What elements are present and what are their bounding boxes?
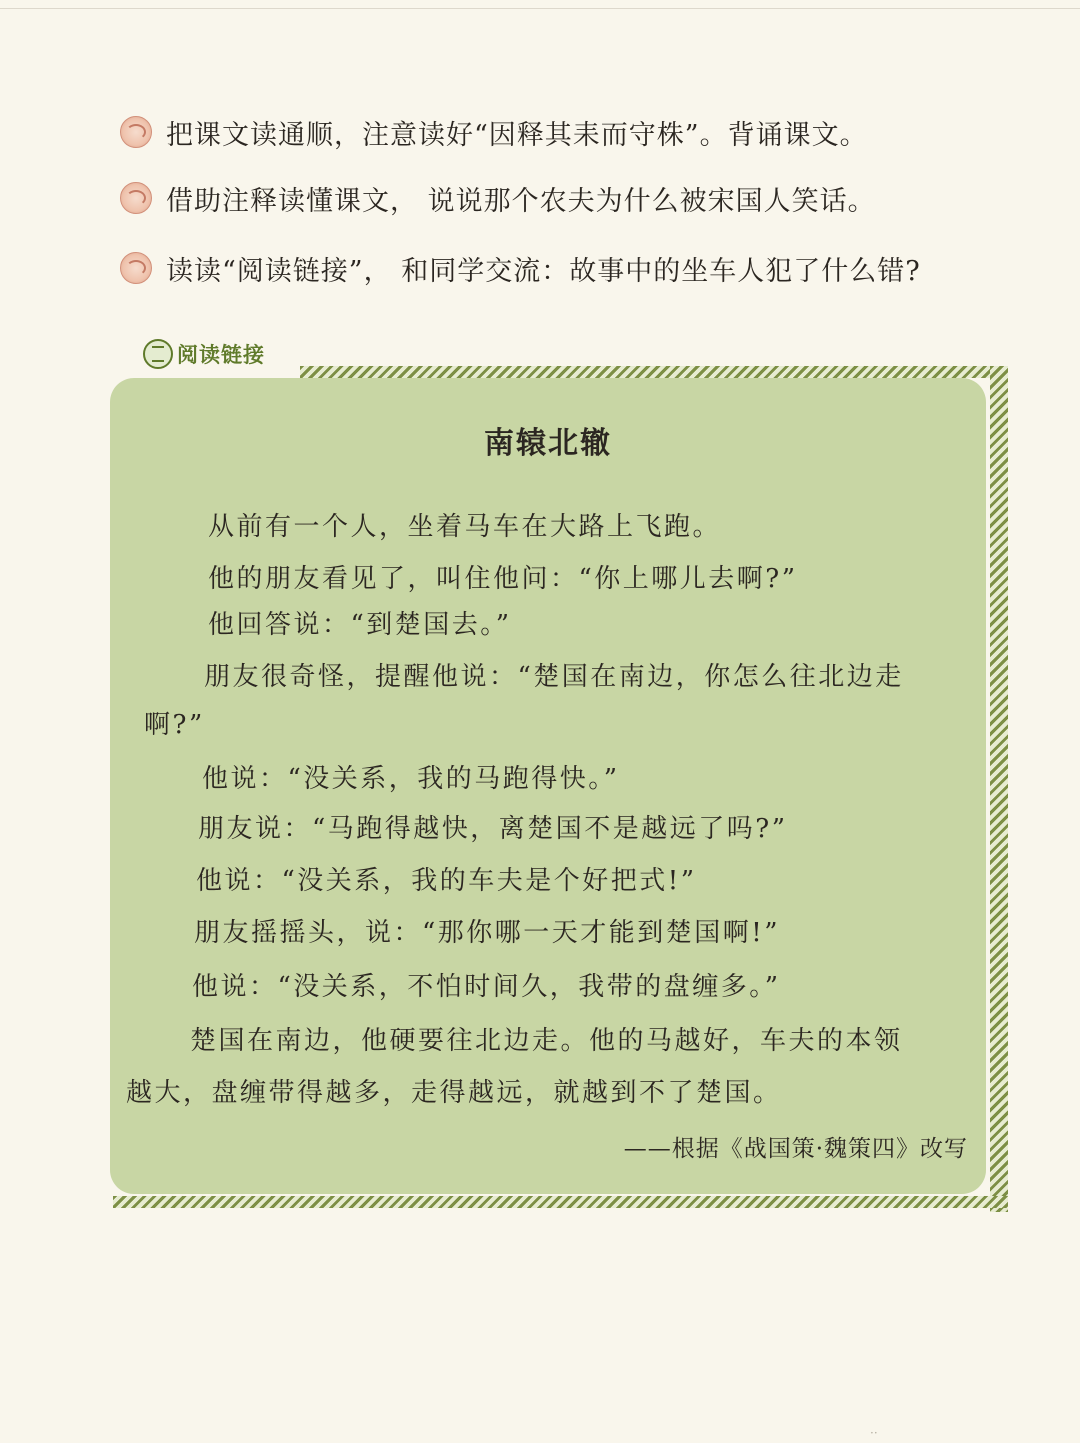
decorative-stripe-top xyxy=(300,366,1008,378)
page-footer-mark: ·· xyxy=(870,1426,878,1440)
exercise-3 xyxy=(120,248,921,288)
reading-link-label: 阅读链接 xyxy=(177,343,265,367)
story-line: 朋友很奇怪，提醒他说：“楚国在南边，你怎么往北边走 xyxy=(204,662,904,692)
story-attribution: ——根据《战国策·魏策四》改写 xyxy=(623,1136,968,1162)
story-line: 他的朋友看见了，叫住他问：“你上哪儿去啊?” xyxy=(208,564,798,594)
exercise-icon xyxy=(120,116,152,148)
story-line: 他说：“没关系，不怕时间久，我带的盘缠多。” xyxy=(192,972,781,1002)
reading-link-box xyxy=(110,378,986,1194)
story-line: 从前有一个人，坐着马车在大路上飞跑。 xyxy=(208,512,722,542)
story-line: 他说：“没关系，我的车夫是个好把式!” xyxy=(196,866,697,896)
story-line: 越大，盘缠带得越多，走得越远，就越到不了楚国。 xyxy=(126,1078,782,1108)
exercise-icon xyxy=(120,252,152,284)
exercise-text: 读读“阅读链接”， 和同学交流：故事中的坐车人犯了什么错? xyxy=(166,255,921,287)
story-line: 朋友说：“马跑得越快，离楚国不是越远了吗?” xyxy=(198,814,788,844)
exercise-2 xyxy=(120,178,876,218)
story-title: 南辕北辙 xyxy=(484,426,612,461)
exercise-1 xyxy=(120,112,868,152)
story-line: 朋友摇摇头，说：“那你哪一天才能到楚国啊!” xyxy=(194,918,781,948)
decorative-stripe-bottom xyxy=(113,1196,1008,1208)
story-line: 楚国在南边，他硬要往北边走。他的马越好，车夫的本领 xyxy=(190,1026,903,1056)
book-icon xyxy=(143,339,173,369)
page-edge xyxy=(0,8,1080,9)
reading-link-header xyxy=(143,336,265,372)
exercise-text: 借助注释读懂课文， 说说那个农夫为什么被宋国人笑话。 xyxy=(166,185,876,217)
decorative-stripe-right xyxy=(990,366,1008,1212)
story-line: 他说：“没关系，我的马跑得快。” xyxy=(202,764,620,794)
story-line: 啊?” xyxy=(144,710,205,740)
exercise-text: 把课文读通顺，注意读好“因释其耒而守株”。背诵课文。 xyxy=(166,119,868,151)
exercise-icon xyxy=(120,182,152,214)
story-line: 他回答说：“到楚国去。” xyxy=(208,610,512,640)
